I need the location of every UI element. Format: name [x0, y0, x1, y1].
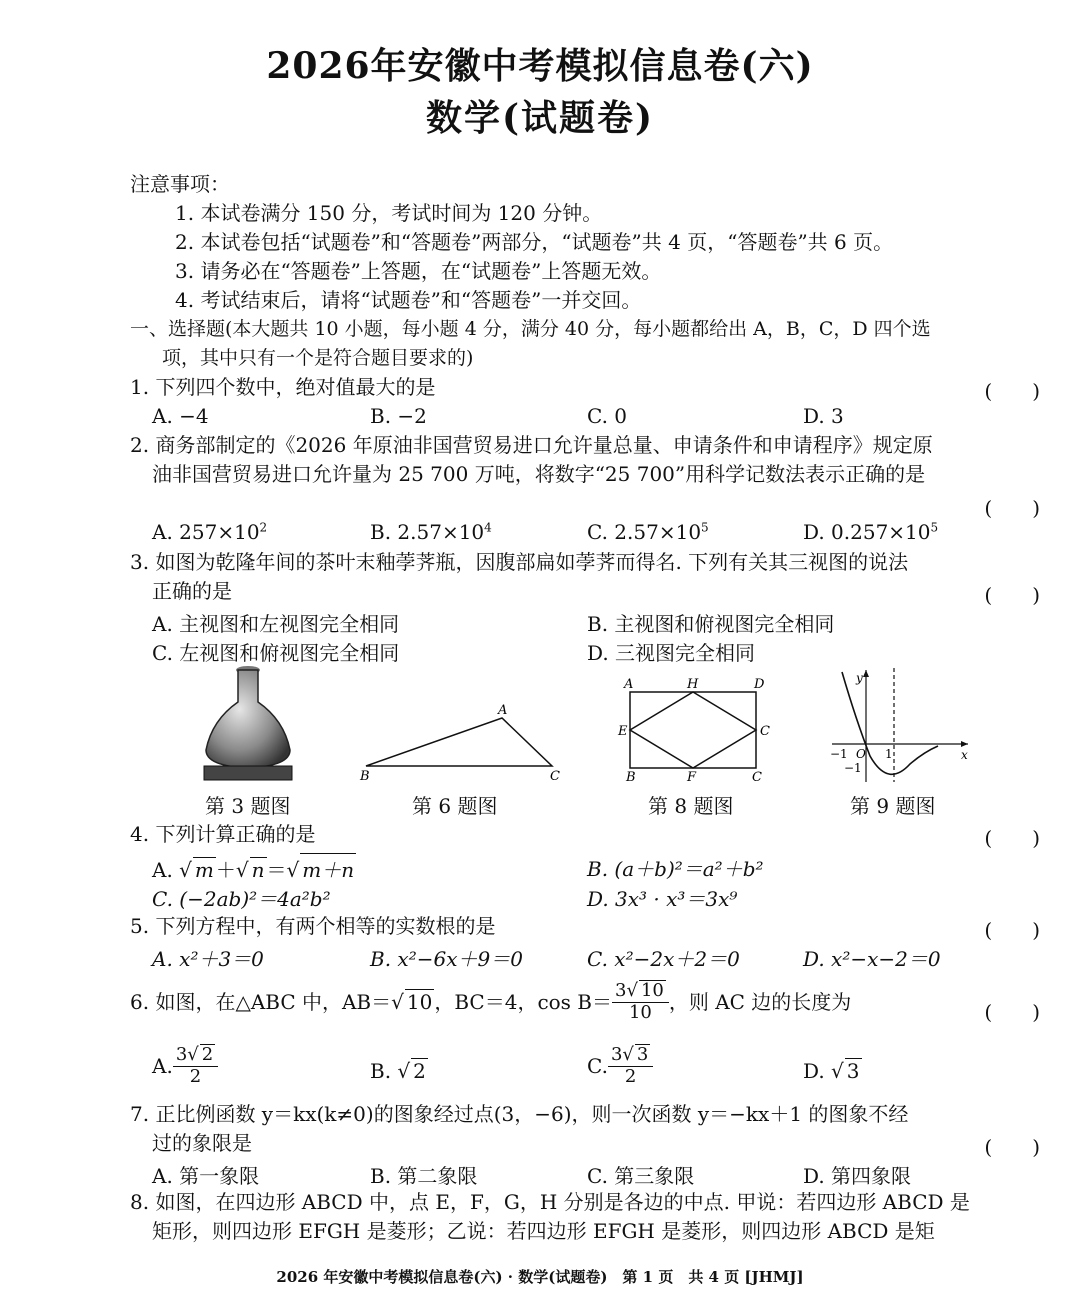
q6-option-c: C. $\frac{3√ 3}{2}$ [587, 1044, 653, 1087]
point-label: B [360, 769, 370, 784]
q4-option-d: D. 3x³ · x³＝3x⁹ [587, 887, 738, 911]
q5-option-d: D. x²−x−2＝0 [803, 947, 941, 971]
notice-heading: 注意事项： [130, 172, 230, 196]
tick-label: −1 [844, 761, 862, 775]
question-8-line1: 8. 如图，在四边形 ABCD 中，点 E，F，G，H 分别是各边的中点. 甲说：若四边形 ABCD 是 [130, 1190, 970, 1214]
question-7-line1: 7. 正比例函数 y＝kx(k≠0)的图象经过点(3，−6)，则一次函数 y＝−kx＋1 的图象不经 [130, 1102, 909, 1126]
q7-option-d: D. 第四象限 [803, 1164, 912, 1188]
figure-6-caption: 第 6 题图 [412, 794, 498, 818]
question-2-line1: 2. 商务部制定的《2026 年原油非国营贸易进口允许量总量、申请条件和申请程序》规定原 [130, 433, 933, 457]
question-1-stem: 1. 下列四个数中，绝对值最大的是 [130, 375, 436, 399]
triangle-abc-figure [358, 700, 568, 784]
q3-option-b: B. 主视图和俯视图完全相同 [587, 612, 835, 636]
figure-3-caption: 第 3 题图 [205, 794, 291, 818]
q3-option-d: D. 三视图完全相同 [587, 641, 756, 665]
q5-option-b: B. x²−6x＋9＝0 [370, 947, 523, 971]
tick-label: −1 [830, 747, 848, 761]
answer-bracket: ( ) [984, 583, 1040, 607]
point-label: H [687, 677, 699, 692]
exam-title: 2026年安徽中考模拟信息卷(六) [266, 45, 814, 87]
q6-option-b: B. √ 2 [370, 1059, 426, 1083]
point-label: C [550, 769, 560, 784]
axis-label: x [961, 748, 968, 762]
q7-option-c: C. 第三象限 [587, 1164, 695, 1188]
q4-option-a: A. √ m ＋√ n ＝√ m＋n [152, 853, 356, 883]
notice-item: 2. 本试卷包括“试题卷”和“答题卷”两部分，“试题卷”共 4 页，“答题卷”共 6 页。 [175, 230, 894, 254]
rectangle-rhombus-figure [614, 674, 774, 786]
q2-option-d: D. $0.257\times 10^5$ [803, 520, 939, 544]
question-6-stem: 6. 如图，在△ABC 中，AB＝ √ 10 ，BC＝4，cos B＝ $\frac{3√ 10}{10}$ ，则 AC 边的长度为 [130, 980, 852, 1023]
notice-item: 3. 请务必在“答题卷”上答题，在“试题卷”上答题无效。 [175, 259, 662, 283]
notice-item: 4. 考试结束后，请将“试题卷”和“答题卷”一并交回。 [175, 288, 642, 312]
q2-option-b: B. $2.57\times 10^4$ [370, 520, 492, 544]
section-heading: 一、选择题(本大题共 10 小题，每小题 4 分，满分 40 分，每小题都给出 A，B，C，D 四个选 [130, 318, 931, 340]
tick-label: 1 [885, 747, 893, 761]
question-3-line2: 正确的是 [152, 579, 232, 603]
q1-option-b: B. −2 [370, 404, 427, 428]
question-3-line1: 3. 如图为乾隆年间的茶叶末釉荸荠瓶，因腹部扁如荸荠而得名. 下列有关其三视图的说法 [130, 550, 909, 574]
q3-option-a: A. 主视图和左视图完全相同 [152, 612, 400, 636]
question-2-line2: 油非国营贸易进口允许量为 25 700 万吨，将数字“25 700”用科学记数法表示正确的是 [152, 462, 926, 486]
q4-option-c: C. (−2ab)²＝4a²b² [152, 887, 331, 911]
question-7-line2: 过的象限是 [152, 1131, 252, 1155]
q6-option-a: A. $\frac{3√ 2}{2}$ [152, 1044, 218, 1087]
cos-fraction: $\frac{3√ 10}{10}$ [612, 980, 669, 1023]
q4-option-b: B. (a＋b)²＝a²＋b² [587, 857, 764, 881]
q1-option-c: C. 0 [587, 404, 628, 428]
point-label: F [687, 770, 697, 785]
point-label: C [752, 770, 762, 785]
point-label: D [754, 677, 765, 692]
q2-option-c: C. $2.57\times 10^5$ [587, 520, 709, 544]
q2-option-a: A. $257\times 10^2$ [152, 520, 268, 544]
q1-option-a: A. −4 [152, 404, 209, 428]
q7-option-b: B. 第二象限 [370, 1164, 478, 1188]
q7-option-a: A. 第一象限 [152, 1164, 260, 1188]
question-5-stem: 5. 下列方程中，有两个相等的实数根的是 [130, 914, 496, 938]
vase-figure [198, 662, 298, 784]
answer-bracket: ( ) [984, 918, 1040, 942]
point-label: B [626, 770, 636, 785]
notice-item: 1. 本试卷满分 150 分，考试时间为 120 分钟。 [175, 201, 603, 225]
parabola-graph-figure [828, 664, 978, 784]
axis-label: y [856, 671, 863, 685]
answer-bracket: ( ) [984, 826, 1040, 850]
point-label: A [498, 703, 508, 718]
point-label: C [760, 724, 770, 739]
figure-8-caption: 第 8 题图 [648, 794, 734, 818]
point-label: A [624, 677, 634, 692]
q5-option-a: A. x²＋3＝0 [152, 947, 264, 971]
section-heading-cont: 项，其中只有一个是符合题目要求的) [162, 347, 474, 369]
q5-option-c: C. x²−2x＋2＝0 [587, 947, 740, 971]
origin-label: O [856, 747, 866, 761]
question-4-stem: 4. 下列计算正确的是 [130, 822, 316, 846]
figure-9-caption: 第 9 题图 [850, 794, 936, 818]
answer-bracket: ( ) [984, 1000, 1040, 1024]
answer-bracket: ( ) [984, 379, 1040, 403]
page-footer: 2026 年安徽中考模拟信息卷(六) · 数学(试题卷) 第 1 页 共 4 页 [JHMJ] [276, 1268, 804, 1286]
q3-option-c: C. 左视图和俯视图完全相同 [152, 641, 400, 665]
answer-bracket: ( ) [984, 496, 1040, 520]
q1-option-d: D. 3 [803, 404, 844, 428]
question-8-line2: 矩形，则四边形 EFGH 是菱形；乙说：若四边形 EFGH 是菱形，则四边形 ABCD 是矩 [152, 1219, 935, 1243]
point-label: E [618, 724, 628, 739]
exam-subtitle: 数学(试题卷) [425, 97, 655, 139]
answer-bracket: ( ) [984, 1135, 1040, 1159]
q6-option-d: D. √ 3 [803, 1059, 860, 1083]
